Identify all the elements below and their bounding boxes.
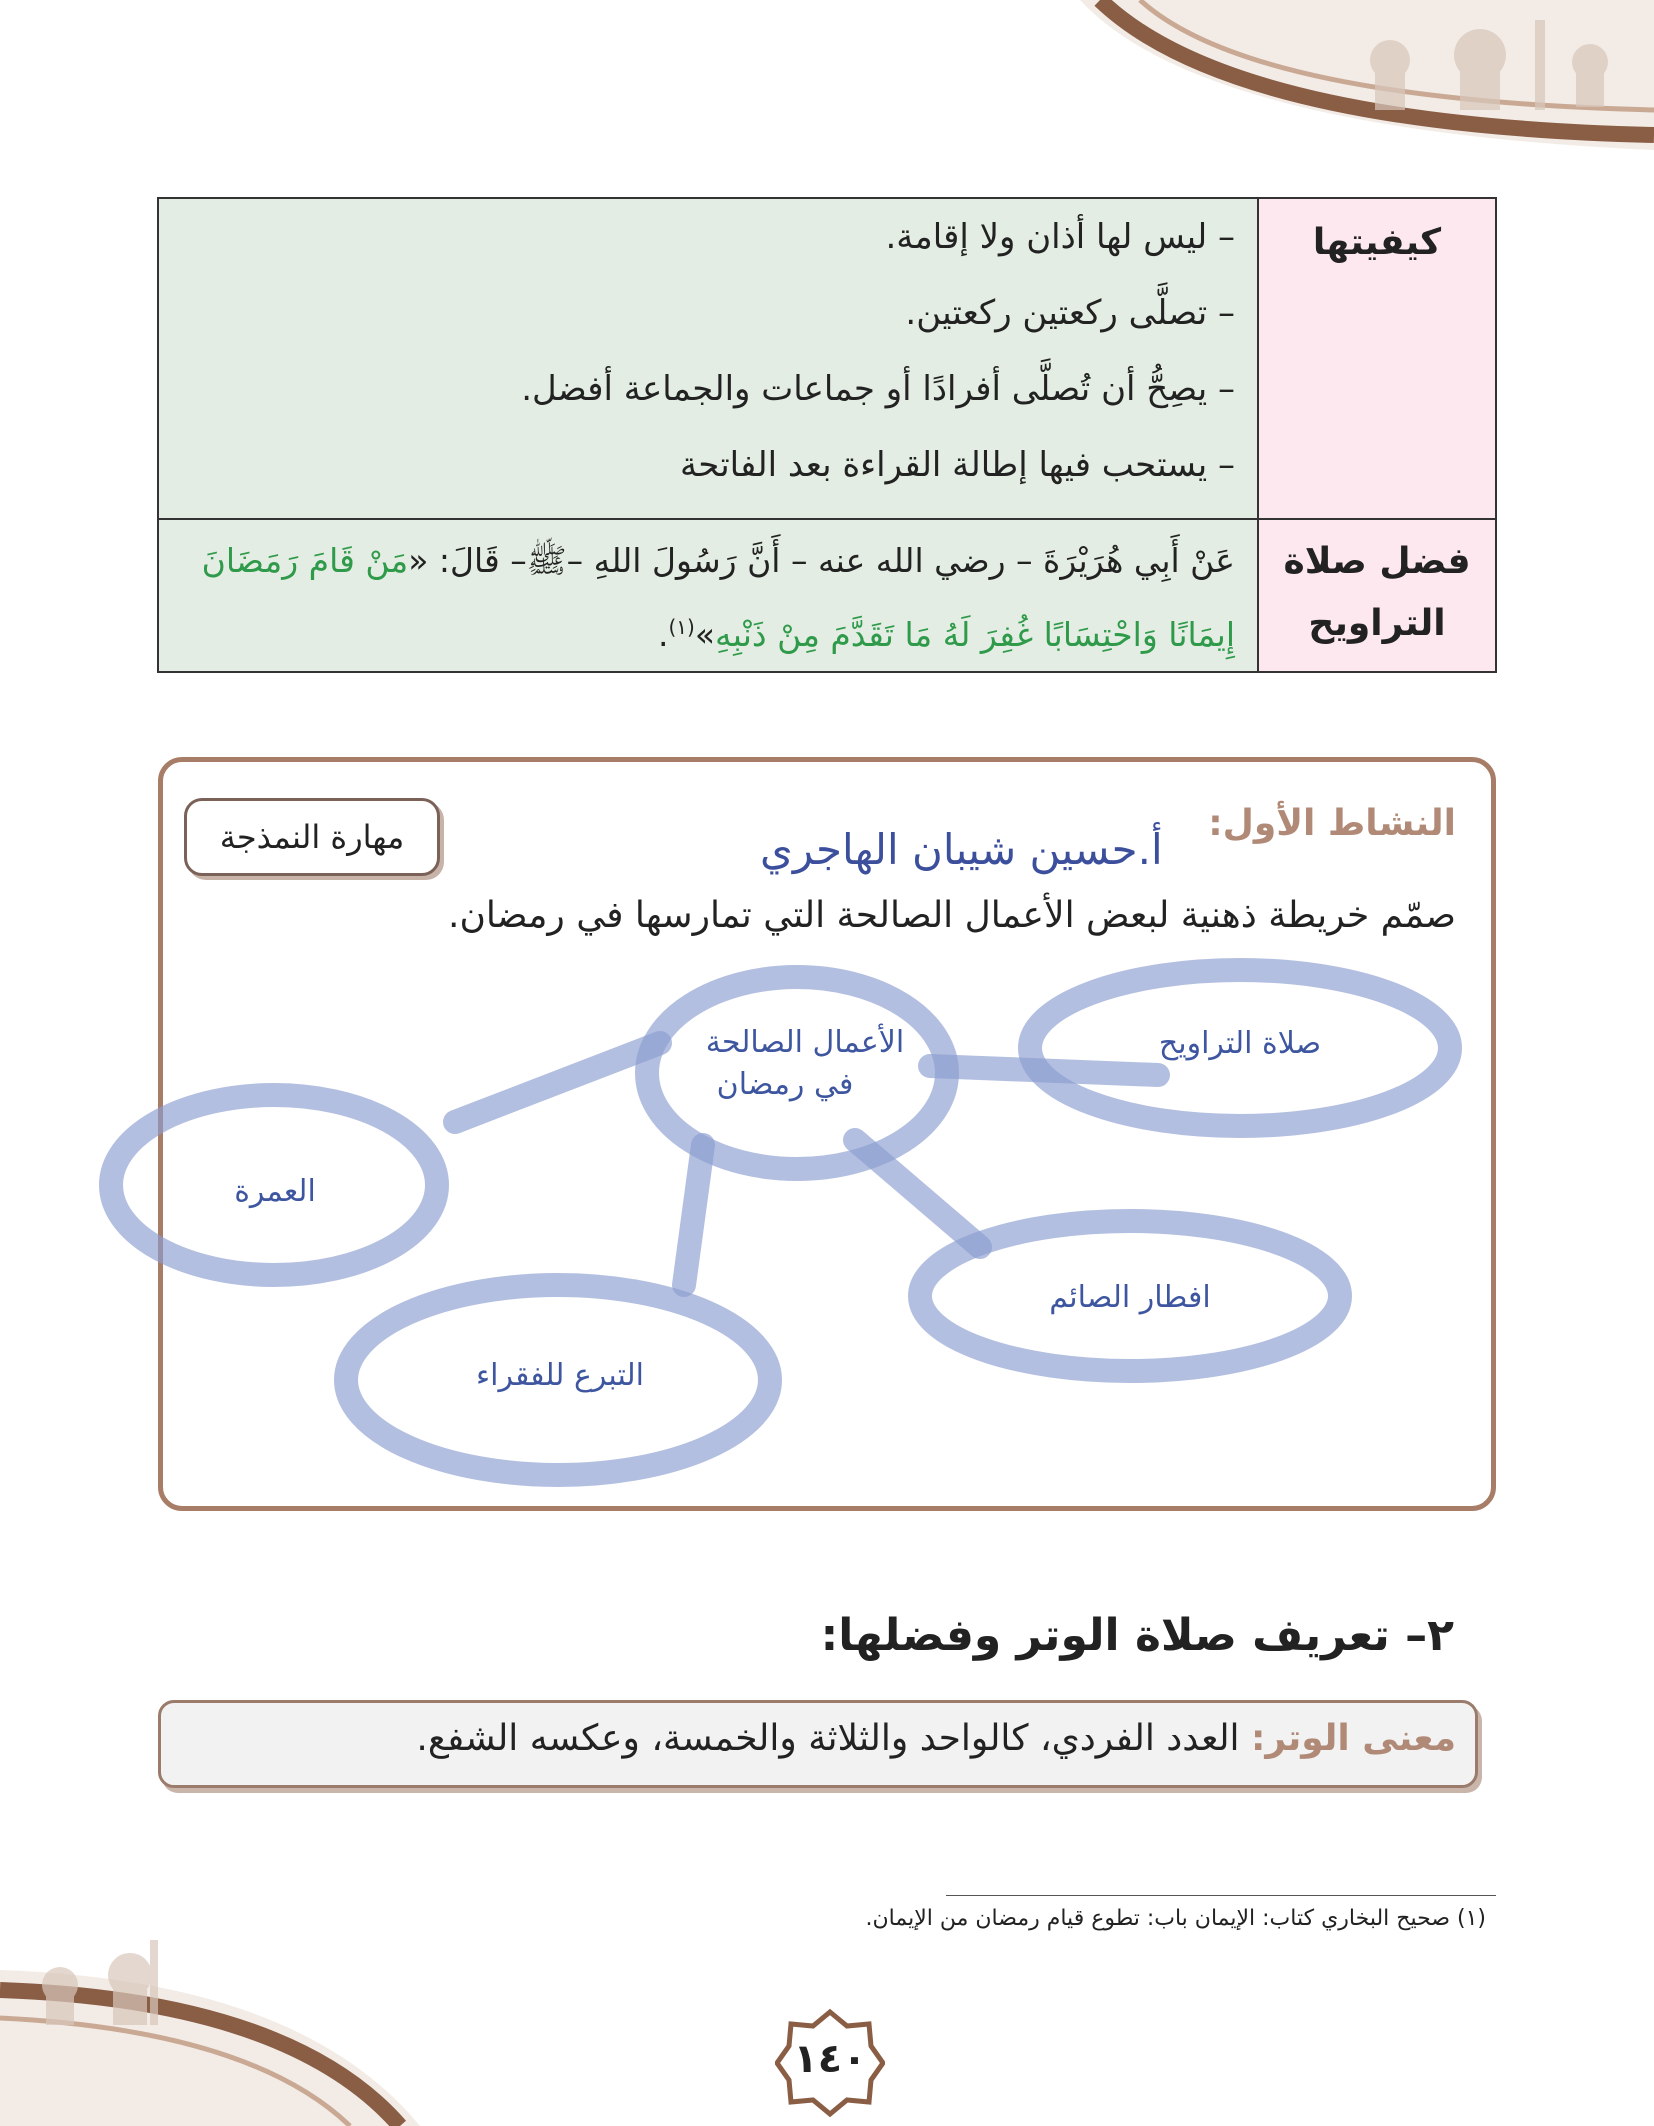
bullet-item: – يصِحُّ أن تُصلَّى أفرادًا أو جماعات والجماعة أفضل.: [521, 369, 1235, 409]
taraweeh-node: صلاة التراويح: [1158, 1026, 1322, 1061]
row-label-line2: التراويح: [1308, 603, 1446, 645]
bullet-item: – ليس لها أذان ولا إقامة.: [885, 217, 1235, 257]
hadith-intro: عَنْ أَبِي هُرَيْرَةَ – رضي الله عنه – أَنَّ رَسُولَ اللهِ –ﷺ– قَالَ: «: [408, 541, 1235, 581]
footnote-divider: [946, 1895, 1496, 1896]
bullet-item: – يستحب فيها إطالة القراءة بعد الفاتحة: [680, 445, 1235, 485]
definition-text: [416, 1718, 1456, 1759]
bullet-item: – تصلَّى ركعتين ركعتين.: [905, 293, 1235, 333]
activity-task: صمّم خريطة ذهنية لبعض الأعمال الصالحة التي تمارسها في رمضان.: [448, 895, 1456, 936]
activity-title: النشاط الأول:: [1208, 803, 1456, 844]
skill-badge: مهارة النمذجة: [184, 798, 440, 876]
hadith-quote: مَنْ قَامَ رَمَضَانَ إِيمَانًا وَاحْتِسَابًا غُفِرَ لَهُ مَا تَقَدَّمَ مِنْ ذَنْبِهِ: [201, 541, 1235, 655]
teacher-name: أ.حسين شيبان الهاجري: [760, 825, 1163, 874]
center-node-line2: في رمضان: [716, 1067, 854, 1102]
hadith-end: »: [694, 615, 716, 655]
iftar-node: افطار الصائم: [1049, 1280, 1211, 1315]
definition-term: معنى الوتر:: [1251, 1718, 1456, 1759]
umrah-node: العمرة: [234, 1174, 316, 1209]
definition-body: العدد الفردي، كالواحد والثلاثة والخمسة، وعكسه الشفع.: [416, 1718, 1240, 1759]
center-node-line1: الأعمال الصالحة: [705, 1025, 905, 1060]
hadith-dot: .: [657, 615, 669, 655]
donation-node: التبرع للفقراء: [476, 1358, 644, 1393]
row-label-line1: فضل صلاة: [1283, 541, 1471, 583]
footnote: (١) صحيح البخاري كتاب: الإيمان باب: تطوع قيام رمضان من الإيمان.: [865, 1906, 1486, 1931]
row-label: كيفيتها: [1312, 222, 1442, 263]
section-heading: ٢– تعريف صلاة الوتر وفضلها:: [820, 1610, 1454, 1661]
connector-line: [684, 1145, 703, 1285]
footnote-ref: (١): [668, 615, 695, 640]
center-node: [680, 1022, 930, 1106]
connector-line: [455, 1043, 660, 1122]
page-number: ١٤٠: [793, 2036, 867, 2082]
